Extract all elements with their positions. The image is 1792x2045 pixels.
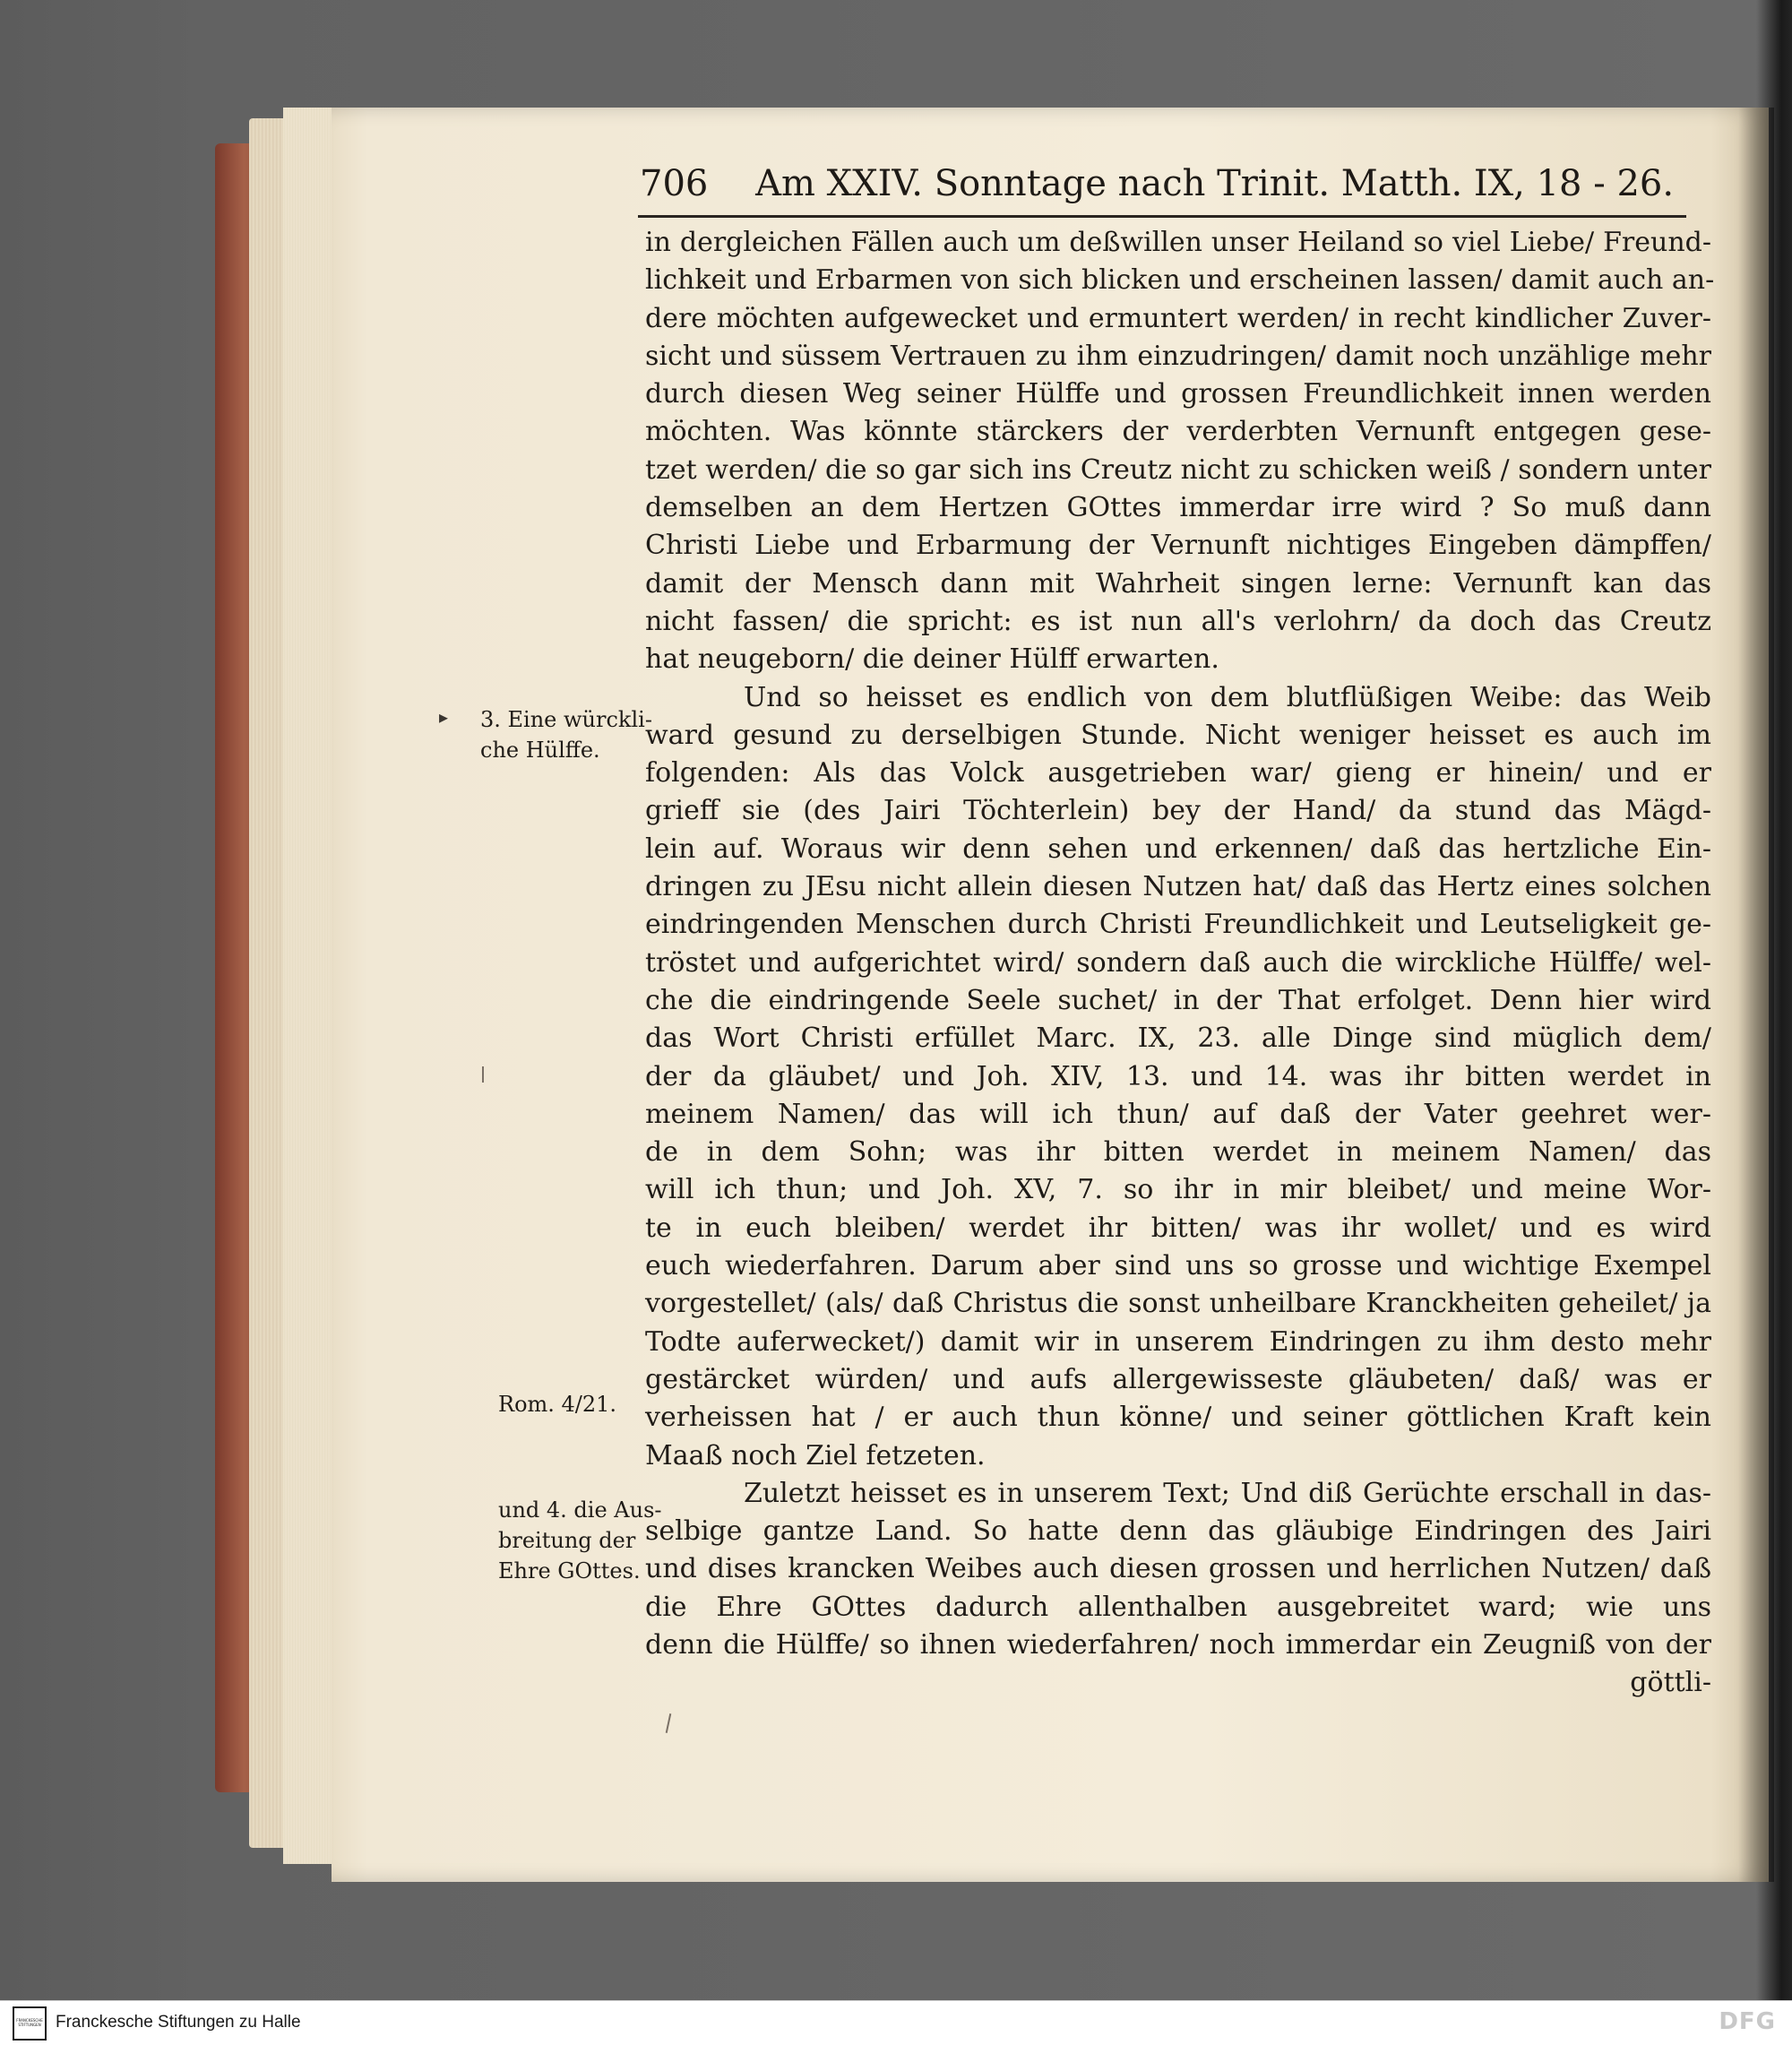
- text-line: die Ehre GOttes dadurch allenthalben ausgebreitet ward; wie uns: [645, 1591, 1711, 1623]
- text-line: in dergleichen Fällen auch um deßwillen unser Heiland so viel Liebe/ Freund-: [645, 227, 1711, 258]
- text-line: dringen zu JEsu nicht allein diesen Nutzen hat/ daß das Hertz eines solchen: [645, 871, 1711, 903]
- margin-note-3: [480, 704, 652, 765]
- text-line: selbige gantze Land. So hatte denn das gläubige Eindringen des Jairi: [645, 1515, 1711, 1548]
- margin-arrow-icon: ▸: [439, 706, 449, 728]
- text-line: meinem Namen/ das will ich thun/ auf daß der Vater geehret wer-: [645, 1098, 1711, 1130]
- text-line: tzet werden/ die so gar sich ins Creutz nicht zu schicken weiß / sondern unter: [645, 453, 1711, 486]
- text-line: hat neugeborn/ die deiner Hülff erwarten.: [645, 643, 1219, 676]
- margin-note-line: Rom. 4/21.: [498, 1392, 617, 1417]
- text-line: dere möchten aufgewecket und ermuntert werden/ in recht kindlicher Zuver-: [645, 302, 1711, 334]
- text-line: Und so heisset es endlich von dem blutflüßigen Weibe: das Weib: [744, 681, 1711, 713]
- text-line: göttli-: [1630, 1667, 1711, 1699]
- text-line: euch wiederfahren. Darum aber sind uns so grosse und wichtige Exempel: [645, 1250, 1711, 1282]
- text-line: und dises krancken Weibes auch diesen grossen und herrlichen Nutzen/ daß: [645, 1553, 1711, 1585]
- margin-note-line: breitung der: [498, 1528, 636, 1553]
- margin-note-rom: [498, 1389, 616, 1419]
- margin-note-4: [498, 1495, 662, 1586]
- text-line: che die eindringende Seele suchet/ in der That erfolget. Denn hier wird: [645, 984, 1711, 1016]
- text-line: tröstet und aufgerichtet wird/ sondern daß auch die wirckliche Hülffe/ wel-: [645, 946, 1711, 979]
- text-line: demselben an dem Hertzen GOttes immerdar irre wird ? So muß dann: [645, 492, 1711, 524]
- text-line: gestärcket würden/ und aufs allergewisseste gläubeten/ daß/ was er: [645, 1363, 1711, 1395]
- page-number: 706: [640, 163, 709, 204]
- text-line: damit der Mensch dann mit Wahrheit singen lerne: Vernunft kan das: [645, 567, 1711, 600]
- margin-note-line: che Hülffe.: [480, 738, 600, 763]
- logo-text: FRANCKESCHE STIFTUNGEN: [16, 2018, 43, 2027]
- text-line: das Wort Christi erfüllet Marc. IX, 23. alle Dinge sind müglich dem/: [645, 1022, 1711, 1055]
- text-line: Zuletzt heisset es in unserem Text; Und diß Gerüchte erschall in das-: [744, 1477, 1711, 1509]
- text-line: will ich thun; und Joh. XV, 7. so ihr in mir bleibet/ und meine Wor-: [645, 1174, 1711, 1206]
- text-line: ward gesund zu derselbigen Stunde. Nicht weniger heisset es auch im: [645, 719, 1711, 751]
- header-rule: [638, 215, 1686, 218]
- institution-label: Franckesche Stiftungen zu Halle: [56, 2013, 301, 2032]
- text-line: verheissen hat / er auch thun könne/ und seiner göttlichen Kraft kein: [645, 1402, 1711, 1434]
- text-line: eindringenden Menschen durch Christi Freundlichkeit und Leutseligkeit ge-: [645, 909, 1711, 941]
- text-line: lichkeit und Erbarmen von sich blicken und erscheinen lassen/ damit auch an-: [645, 264, 1715, 297]
- margin-note-line: und 4. die Aus-: [498, 1497, 662, 1523]
- text-line: de in dem Sohn; was ihr bitten werdet in meinem Namen/ das: [645, 1136, 1711, 1169]
- text-line: te in euch bleiben/ werdet ihr bitten/ was ihr wollet/ und es wird: [645, 1212, 1711, 1244]
- running-header: [640, 163, 1675, 217]
- text-line: vorgestellet/ (als/ daß Christus die sonst unheilbare Kranckheiten geheilet/ ja: [645, 1288, 1711, 1320]
- viewer-footer: [0, 2000, 1792, 2045]
- running-title: Am XXIV. Sonntage nach Trinit. Matth. IX, 18 - 26.: [755, 163, 1675, 204]
- text-line: lein auf. Woraus wir denn sehen und erkennen/ daß das hertzliche Ein-: [645, 833, 1711, 865]
- text-line: möchten. Was könnte stärckers der verderbten Vernunft entgegen gese-: [645, 416, 1711, 448]
- text-line: Todte auferwecket/) damit wir in unserem Eindringen zu ihm desto mehr: [645, 1325, 1711, 1358]
- body-text: [645, 224, 1715, 1703]
- text-line: der da gläubet/ und Joh. XIV, 13. und 14. was ihr bitten werdet in: [645, 1060, 1711, 1092]
- text-line: grieff sie (des Jairi Töchterlein) bey der Hand/ da stund das Mägd-: [645, 795, 1711, 827]
- text-line: Maaß noch Ziel fetzeten.: [645, 1439, 986, 1471]
- text-line: denn die Hülffe/ so ihnen wiederfahren/ noch immerdar ein Zeugniß von der: [645, 1628, 1711, 1661]
- institution-logo: [13, 2006, 47, 2041]
- text-line: sicht und süssem Vertrauen zu ihm einzudringen/ damit noch unzählige mehr: [645, 340, 1711, 372]
- text-line: Christi Liebe und Erbarmung der Vernunft nichtiges Eingeben dämpffen/: [645, 530, 1711, 562]
- margin-note-line: 3. Eine würckli-: [480, 707, 652, 732]
- text-line: nicht fassen/ die spricht: es ist nun all's verlohrn/ da doch das Creutz: [645, 605, 1711, 637]
- spine-shadow: [1738, 108, 1774, 1882]
- text-line: durch diesen Weg seiner Hülffe und grossen Freundlichkeit innen werden: [645, 378, 1711, 410]
- text-line: folgenden: Als das Volck ausgetrieben war/ gieng er hinein/ und er: [645, 757, 1711, 790]
- margin-tick: [482, 1066, 484, 1083]
- margin-note-line: Ehre GOttes.: [498, 1558, 641, 1583]
- dfg-logo: DFG: [1719, 2008, 1776, 2035]
